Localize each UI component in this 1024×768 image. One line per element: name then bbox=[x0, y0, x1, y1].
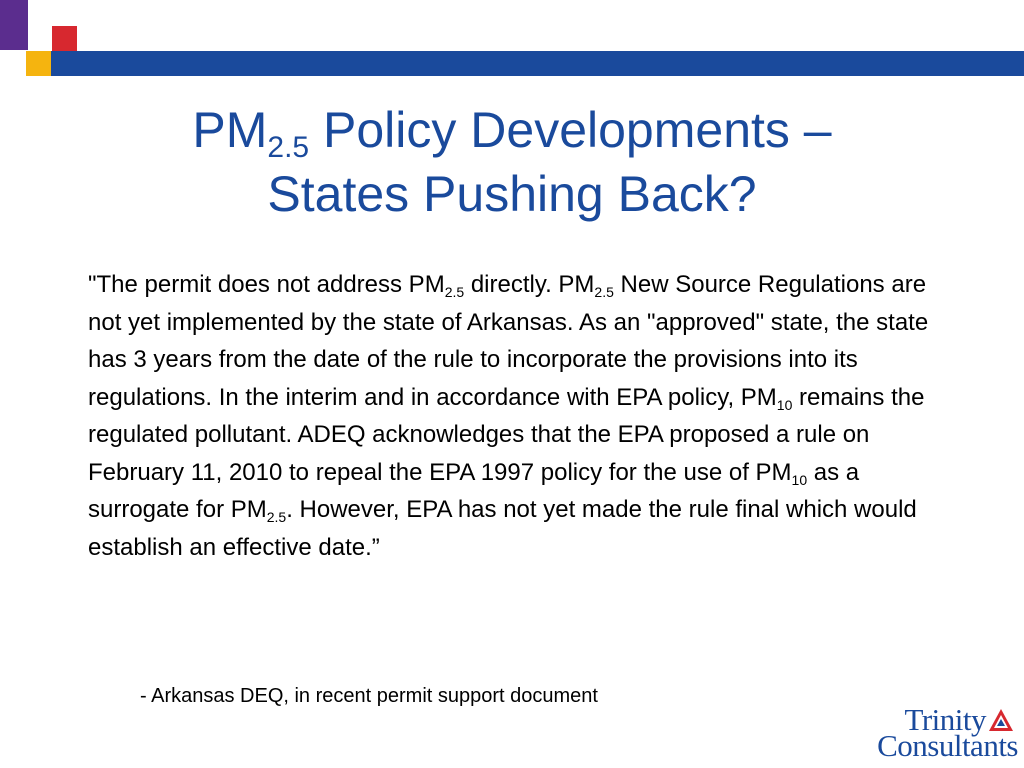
trinity-consultants-logo bbox=[846, 702, 1018, 764]
logo-text-line1: Trinity bbox=[904, 702, 986, 737]
quote-subscript: 2.5 bbox=[594, 284, 614, 300]
quote-subscript: 2.5 bbox=[266, 509, 287, 525]
decorative-purple-square bbox=[0, 0, 28, 50]
quote-segment: as a surrogate for PM bbox=[88, 458, 860, 523]
title-rest: Policy Developments – bbox=[309, 102, 832, 158]
slide-title bbox=[60, 98, 964, 226]
quote-segment: New Source Regulations are not yet implemented by the state of Arkansas. As an "approved" state, the state has 3 years from the date of the rule to incorporate the provisions into its regulations. In the interim and in accordance with EPA policy, PM bbox=[88, 271, 929, 411]
quote-segment: . However, EPA has not yet made the rule final which would establish an effective date.” bbox=[88, 496, 917, 561]
quote-text bbox=[88, 266, 948, 566]
quote-subscript: 10 bbox=[791, 471, 808, 488]
title-subscript: 2.5 bbox=[267, 131, 310, 164]
logo-text-line2: Consultants bbox=[877, 728, 1018, 763]
title-pm: PM bbox=[192, 102, 268, 158]
quote-segment: directly. PM bbox=[464, 271, 595, 298]
decorative-red-square bbox=[52, 26, 77, 51]
quote-attribution: - Arkansas DEQ, in recent permit support document bbox=[140, 685, 598, 707]
quote-segment: remains the regulated pollutant. ADEQ acknowledges that the EPA proposed a rule on February 11, 2010 to repeal the EPA 1997 policy for the use of PM bbox=[88, 383, 925, 486]
title-line2: States Pushing Back? bbox=[267, 166, 757, 222]
quote-segment: "The permit does not address PM bbox=[88, 271, 445, 298]
header-bar bbox=[51, 51, 1024, 76]
decorative-yellow-square bbox=[26, 51, 51, 76]
quote-subscript: 2.5 bbox=[444, 284, 465, 300]
quote-subscript: 10 bbox=[776, 396, 793, 413]
